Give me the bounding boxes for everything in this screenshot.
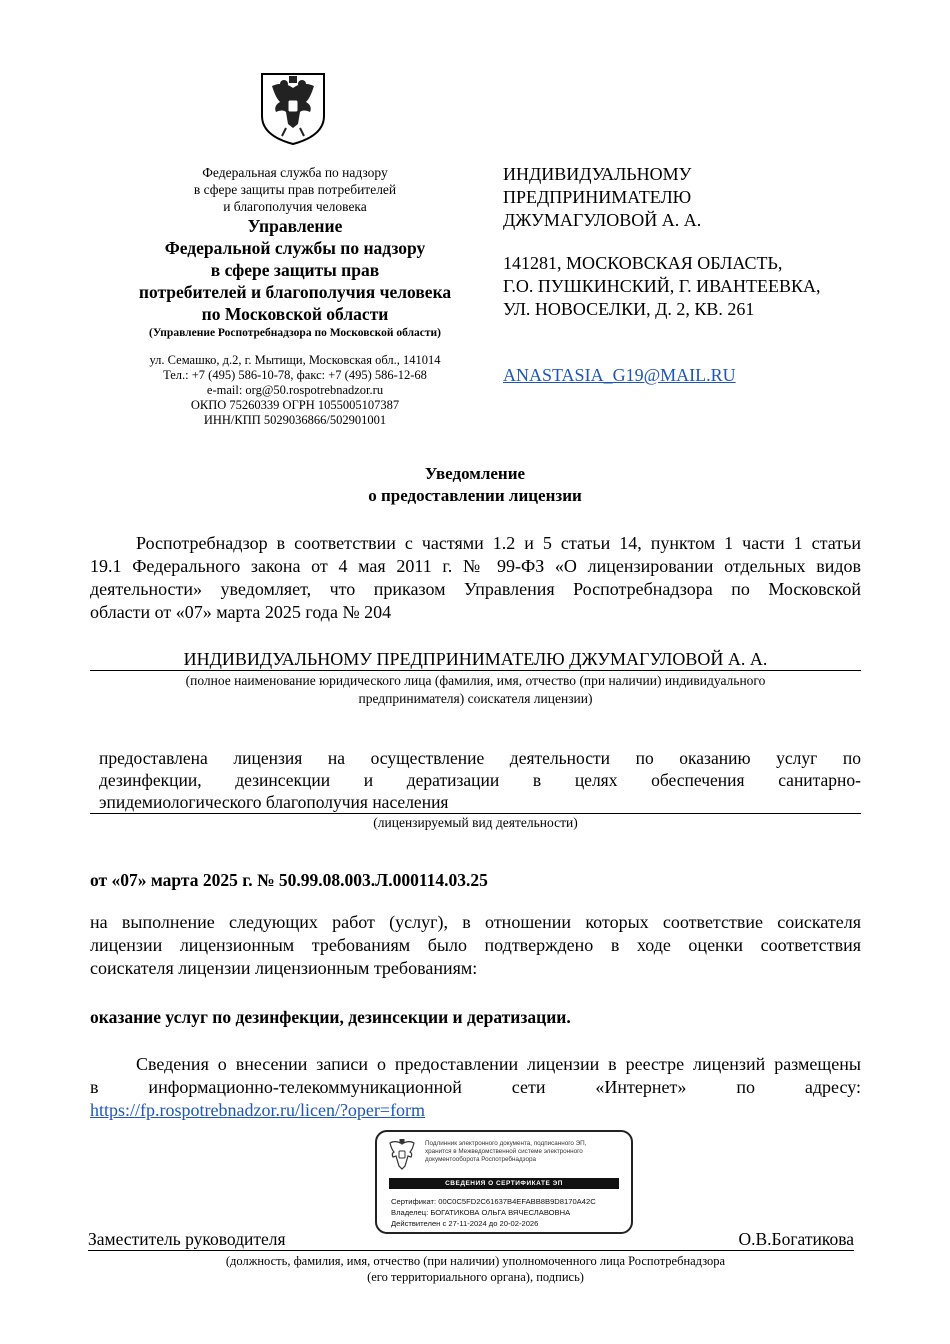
- licensee-caption: [90, 672, 861, 708]
- recipient-address-line: Г.О. ПУШКИНСКИЙ, Г. ИВАНТЕЕВКА,: [503, 276, 821, 296]
- agency-name-line: в сфере защиты прав потребителей: [193, 182, 397, 197]
- stamp-emblem-icon: [387, 1138, 417, 1172]
- office-name-line: потребителей и благополучия человека: [138, 282, 452, 302]
- activity-line: дезинфекции, дезинсекции и дератизации в целях обеспечения санитарно-: [99, 770, 861, 790]
- recipient-name-line: ДЖУМАГУЛОВОЙ А. А.: [503, 210, 702, 230]
- paragraph-line: в информационно-телекоммуникационной сети «Интернет» по адресу:: [90, 1077, 861, 1097]
- coat-of-arms-icon: [258, 70, 328, 146]
- paragraph-line: деятельности» уведомляет, что приказом Управления Роспотребнадзора по Московской: [90, 579, 861, 599]
- intro-paragraph: [90, 532, 861, 624]
- electronic-signature-stamp: [375, 1130, 633, 1234]
- sender-address: ул. Семашко, д.2, г. Мытищи, Московская обл., 141014: [149, 353, 441, 367]
- office-short-name: (Управление Роспотребнадзора по Московской области): [148, 327, 441, 339]
- signature-caption: [90, 1253, 861, 1285]
- paragraph-line: на выполнение следующих работ (услуг), в отношении которых соответствие соискателя: [90, 912, 861, 932]
- caption-line: (полное наименование юридического лица (фамилия, имя, отчество (при наличии) индивидуального: [185, 673, 766, 688]
- office-name-line: по Московской области: [201, 304, 389, 324]
- recipient-name-line: ПРЕДПРИНИМАТЕЛЮ: [503, 187, 692, 207]
- registry-link[interactable]: https://fp.rospotrebnadzor.ru/licen/?oper=form: [90, 1100, 426, 1120]
- recipient-address-line: УЛ. НОВОСЕЛКИ, Д. 2, КВ. 261: [503, 299, 755, 319]
- sender-email: e-mail: org@50.rospotrebnadzor.ru: [206, 383, 384, 397]
- signer-name: О.В.Богатикова: [738, 1229, 854, 1249]
- stamp-notice: [425, 1140, 625, 1164]
- office-name-line: Федеральной службы по надзору: [164, 238, 426, 258]
- sender-block: [110, 164, 480, 428]
- stamp-certificate: Сертификат: 00C0C5FD2C61637B4EFABB8B9D8170A42C: [391, 1197, 596, 1206]
- activity-line: эпидемиологического благополучия населения: [99, 792, 449, 812]
- notice-title-line: о предоставлении лицензии: [368, 486, 582, 505]
- caption-line: предпринимателя) соискателя лицензии): [358, 691, 593, 706]
- sender-phone: Тел.: +7 (495) 586-10-78, факс: +7 (495) 586-12-68: [163, 368, 427, 382]
- activity-line: предоставлена лицензия на осуществление деятельности по оказанию услуг по: [99, 748, 861, 768]
- paragraph-line: соискателя лицензии лицензионным требованиям:: [90, 958, 478, 978]
- office-name-line: в сфере защиты прав: [210, 260, 380, 280]
- recipient-address-line: 141281, МОСКОВСКАЯ ОБЛАСТЬ,: [503, 253, 783, 273]
- license-number: от «07» марта 2025 г. № 50.99.08.003.Л.000114.03.25: [90, 870, 488, 890]
- registry-paragraph: [90, 1053, 861, 1122]
- recipient-name-line: ИНДИВИДУАЛЬНОМУ: [503, 164, 692, 184]
- paragraph-line: 19.1 Федерального закона от 4 мая 2011 г. № 99-ФЗ «О лицензировании отдельных видов: [90, 556, 861, 576]
- recipient-block: [503, 163, 903, 387]
- activity-caption: (лицензируемый вид деятельности): [373, 815, 578, 830]
- services-list: оказание услуг по дезинфекции, дезинсекции и дератизации.: [90, 1007, 571, 1027]
- stamp-validity: Действителен с 27-11-2024 до 20-02-2026: [391, 1219, 539, 1228]
- caption-line: (должность, фамилия, имя, отчество (при наличии) уполномоченного лица Роспотребнадзора: [225, 1254, 726, 1268]
- licensed-activity: [90, 747, 861, 814]
- sender-inn-kpp: ИНН/КПП 5029036866/502901001: [203, 413, 387, 427]
- notice-title: [0, 463, 950, 507]
- sender-contacts: [110, 353, 480, 428]
- stamp-notice-line: документооборота Роспотребнадзора: [425, 1156, 536, 1163]
- agency-name-line: Федеральная служба по надзору: [202, 165, 388, 180]
- paragraph-line: Сведения о внесении записи о предоставлении лицензии в реестре лицензий размещены: [136, 1054, 861, 1074]
- caption-line: (его территориального органа), подпись): [367, 1270, 584, 1284]
- licensee-name: ИНДИВИДУАЛЬНОМУ ПРЕДПРИНИМАТЕЛЮ ДЖУМАГУЛОВОЙ А. А.: [90, 648, 861, 671]
- notice-title-line: Уведомление: [424, 464, 526, 483]
- signer-title: Заместитель руководителя: [88, 1229, 286, 1249]
- works-paragraph: [90, 911, 861, 980]
- stamp-certificate-details: [391, 1196, 596, 1229]
- paragraph-line: области от «07» марта 2025 года № 204: [90, 602, 392, 622]
- signature-row: [88, 1228, 854, 1251]
- stamp-header-bar: СВЕДЕНИЯ О СЕРТИФИКАТЕ ЭП: [389, 1178, 619, 1189]
- sender-okpo-ogrn: ОКПО 75260339 ОГРН 1055005107387: [190, 398, 400, 412]
- paragraph-line: Роспотребнадзор в соответствии с частями 1.2 и 5 статьи 14, пунктом 1 части 1 статьи: [136, 533, 861, 553]
- stamp-notice-line: Подлинник электронного документа, подписанного ЭП,: [425, 1140, 587, 1147]
- office-name-line: Управление: [247, 216, 343, 236]
- stamp-notice-line: хранится в Межведомственной системе электронного: [425, 1148, 583, 1155]
- agency-name-line: и благополучия человека: [223, 199, 367, 214]
- stamp-owner: Владелец: БОГАТИКОВА ОЛЬГА ВЯЧЕСЛАВОВНА: [391, 1208, 571, 1217]
- recipient-email-link[interactable]: ANASTASIA_G19@MAIL.RU: [503, 365, 736, 385]
- paragraph-line: лицензии лицензионным требованиям было подтверждено в ходе оценки соответствия: [90, 935, 861, 955]
